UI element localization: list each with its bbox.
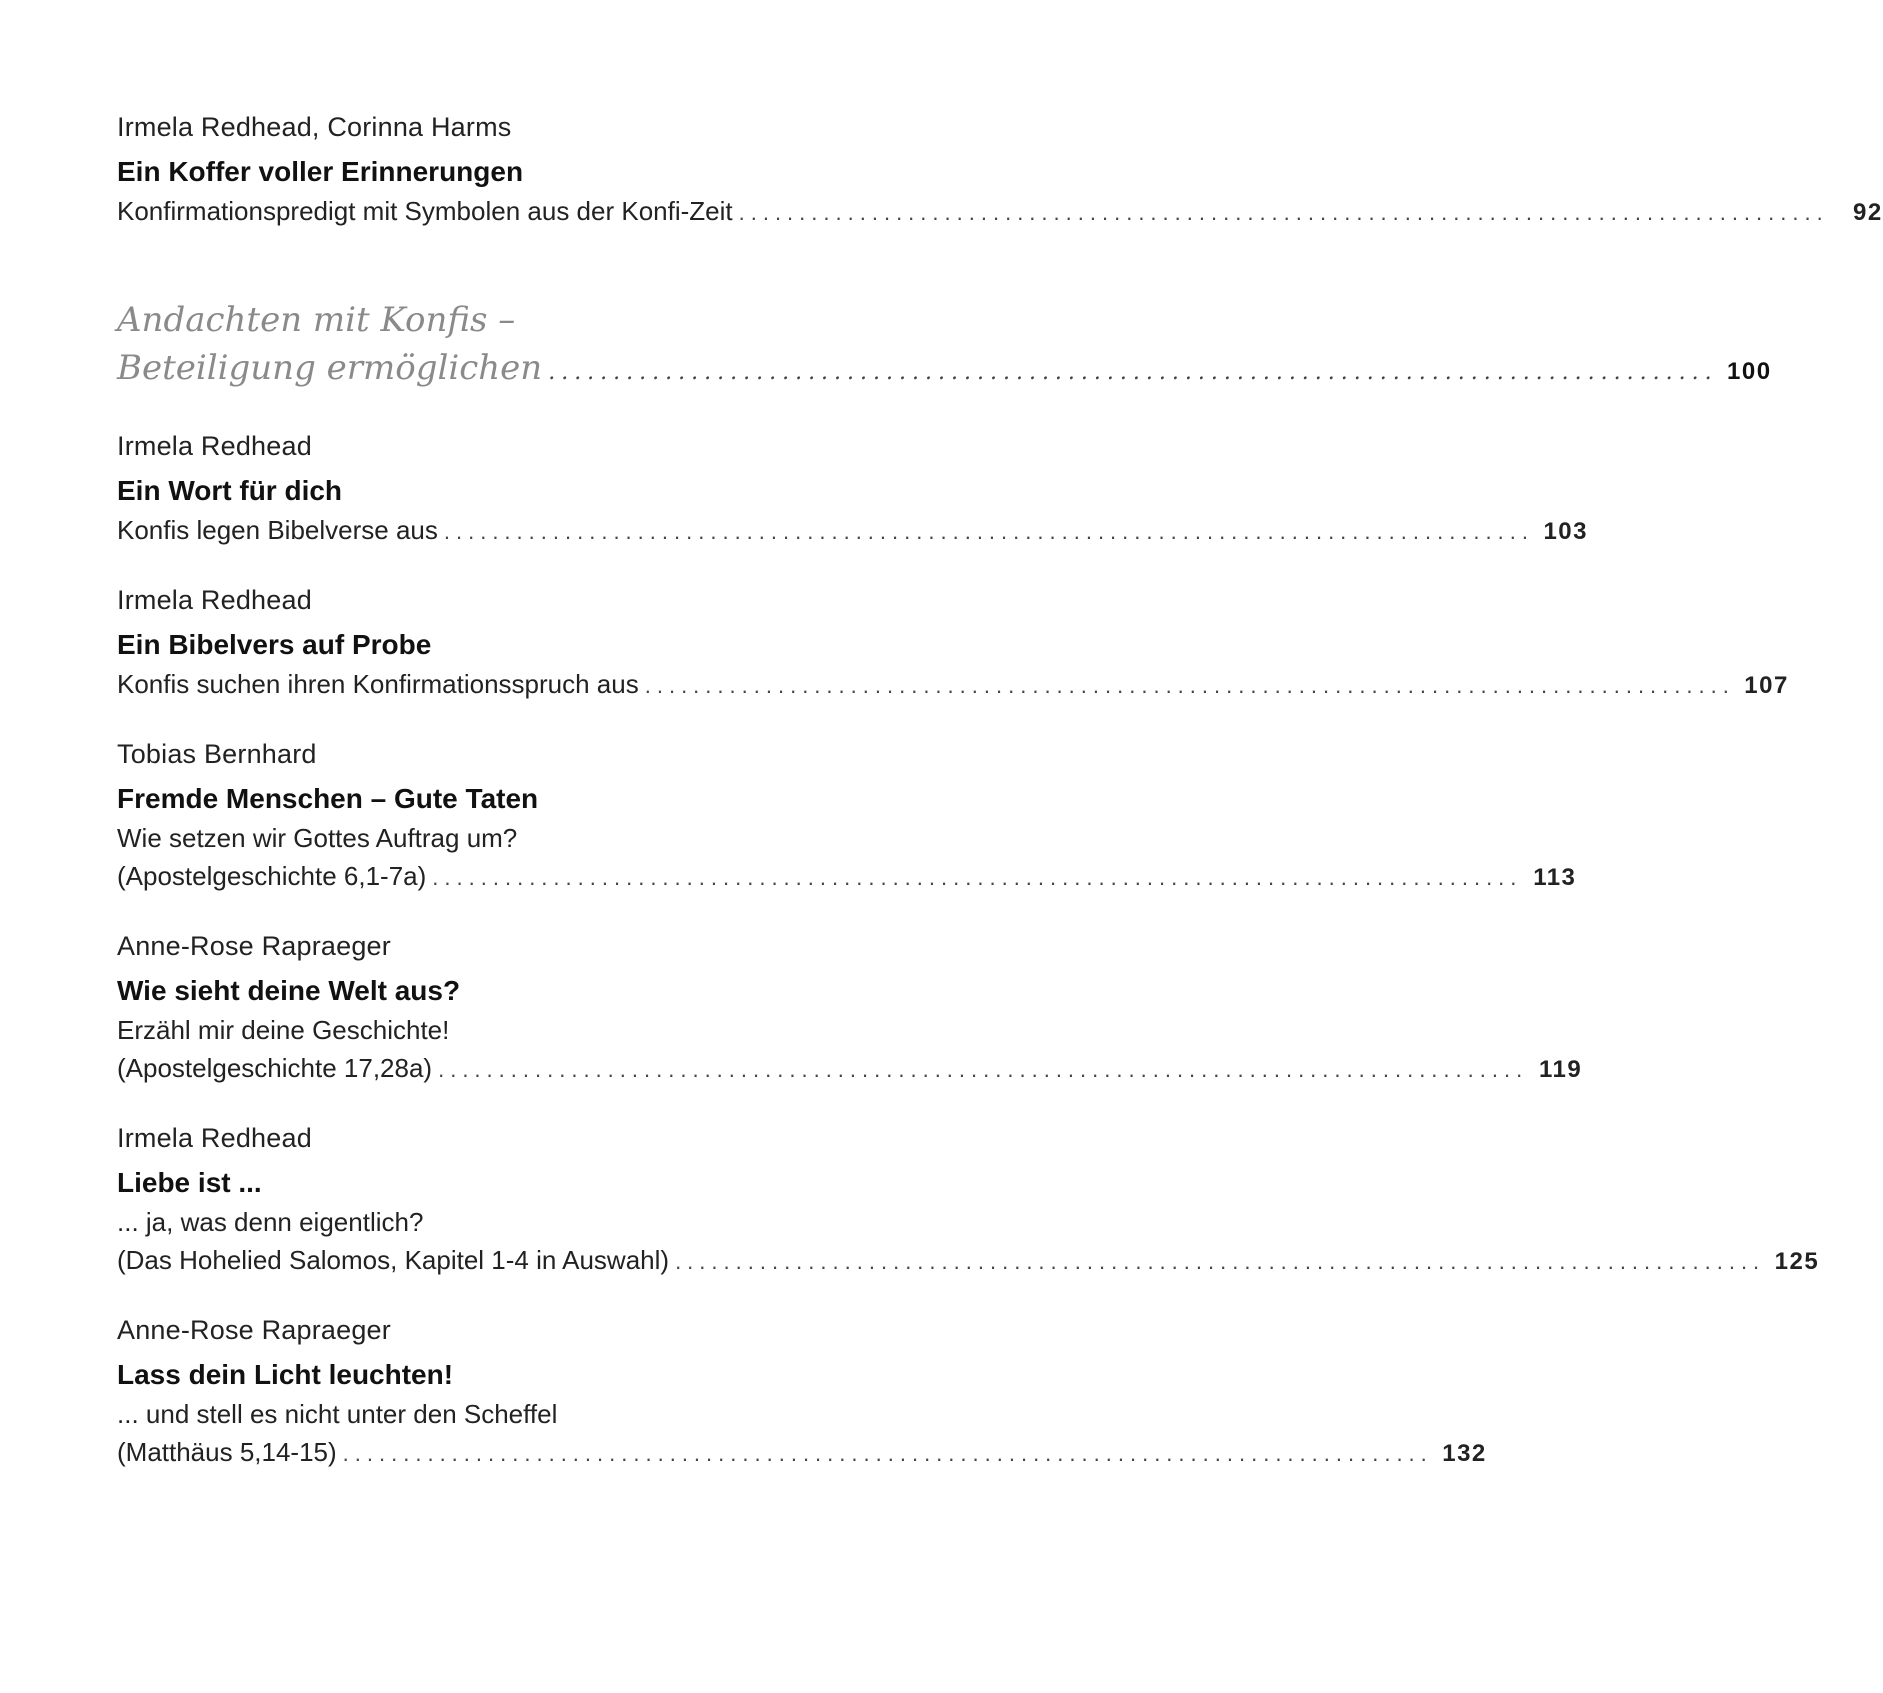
entry-subtitle-row bbox=[117, 1433, 1487, 1473]
section-title-row bbox=[117, 344, 1772, 397]
entry-author: Irmela Redhead bbox=[117, 1123, 312, 1153]
section-title-line-2: Beteiligung ermöglichen bbox=[117, 348, 543, 388]
entry-page-number: 107 bbox=[1744, 672, 1789, 699]
entry-subtitle-row bbox=[117, 1241, 1820, 1281]
entry-author: Irmela Redhead, Corinna Harms bbox=[117, 112, 512, 142]
table-of-contents bbox=[117, 108, 1883, 1473]
entry-author: Irmela Redhead bbox=[117, 431, 312, 461]
section-heading[interactable] bbox=[117, 296, 1772, 397]
entry-author: Irmela Redhead bbox=[117, 585, 312, 615]
entry-author: Anne-Rose Rapraeger bbox=[117, 931, 391, 961]
entry-subtitle: Konfis legen Bibelverse aus bbox=[117, 515, 438, 545]
entry-subtitle-row bbox=[117, 665, 1789, 705]
entry-title: Ein Koffer voller Erinnerungen bbox=[117, 156, 524, 187]
entry-title: Wie sieht deine Welt aus? bbox=[117, 975, 461, 1006]
entry-reference: (Matthäus 5,14-15) bbox=[117, 1437, 337, 1467]
leader-dots: .......................................................................................... bbox=[675, 1249, 1766, 1274]
entry-subtitle-row bbox=[117, 857, 1577, 897]
entry-page-number: 103 bbox=[1543, 518, 1588, 545]
entry-subtitle-row bbox=[117, 192, 1883, 232]
entry-page-number: 119 bbox=[1538, 1056, 1583, 1083]
entry-page-number: 132 bbox=[1442, 1440, 1487, 1467]
toc-entry[interactable] bbox=[117, 581, 1789, 705]
toc-entry[interactable] bbox=[117, 1119, 1820, 1281]
leader-dots: .......................................................................................... bbox=[548, 360, 1718, 385]
entry-subtitle: Wie setzen wir Gottes Auftrag um? bbox=[117, 823, 518, 853]
entry-page-number: 92 bbox=[1853, 199, 1883, 226]
entry-title: Lass dein Licht leuchten! bbox=[117, 1359, 454, 1390]
section-title-line-1: Andachten mit Konfis – bbox=[117, 300, 516, 340]
entry-title: Ein Wort für dich bbox=[117, 475, 343, 506]
toc-entry[interactable] bbox=[117, 1311, 1487, 1473]
leader-dots: .......................................................................................... bbox=[443, 519, 1534, 544]
leader-dots: .......................................................................................... bbox=[738, 200, 1829, 225]
toc-entry[interactable] bbox=[117, 427, 1588, 551]
leader-dots: .......................................................................................... bbox=[644, 673, 1735, 698]
entry-author: Tobias Bernhard bbox=[117, 739, 317, 769]
entry-subtitle-row bbox=[117, 1049, 1583, 1089]
entry-title: Liebe ist ... bbox=[117, 1167, 262, 1198]
entry-subtitle-row bbox=[117, 511, 1588, 551]
entry-subtitle: ... ja, was denn eigentlich? bbox=[117, 1207, 424, 1237]
entry-subtitle: Konfirmationspredigt mit Symbolen aus der Konfi-Zeit bbox=[117, 196, 733, 226]
entry-reference: (Apostelgeschichte 17,28a) bbox=[117, 1053, 433, 1083]
toc-entry[interactable] bbox=[117, 927, 1583, 1089]
entry-subtitle: Konfis suchen ihren Konfirmationsspruch aus bbox=[117, 669, 639, 699]
toc-entry[interactable] bbox=[117, 735, 1577, 897]
entry-page-number: 125 bbox=[1774, 1248, 1820, 1275]
entry-page-number: 113 bbox=[1533, 864, 1577, 891]
leader-dots: .......................................................................................... bbox=[432, 865, 1523, 890]
toc-entry[interactable] bbox=[117, 108, 1883, 232]
entry-subtitle: ... und stell es nicht unter den Scheffel bbox=[117, 1399, 558, 1429]
leader-dots: .......................................................................................... bbox=[342, 1441, 1433, 1466]
entry-subtitle: Erzähl mir deine Geschichte! bbox=[117, 1015, 450, 1045]
entry-title: Ein Bibelvers auf Probe bbox=[117, 629, 432, 660]
entry-author: Anne-Rose Rapraeger bbox=[117, 1315, 391, 1345]
leader-dots: .......................................................................................... bbox=[438, 1057, 1529, 1082]
entry-title: Fremde Menschen – Gute Taten bbox=[117, 783, 539, 814]
entry-reference: (Das Hohelied Salomos, Kapitel 1-4 in Auswahl) bbox=[117, 1245, 670, 1275]
section-page-number: 100 bbox=[1727, 358, 1772, 385]
entry-reference: (Apostelgeschichte 6,1-7a) bbox=[117, 861, 427, 891]
